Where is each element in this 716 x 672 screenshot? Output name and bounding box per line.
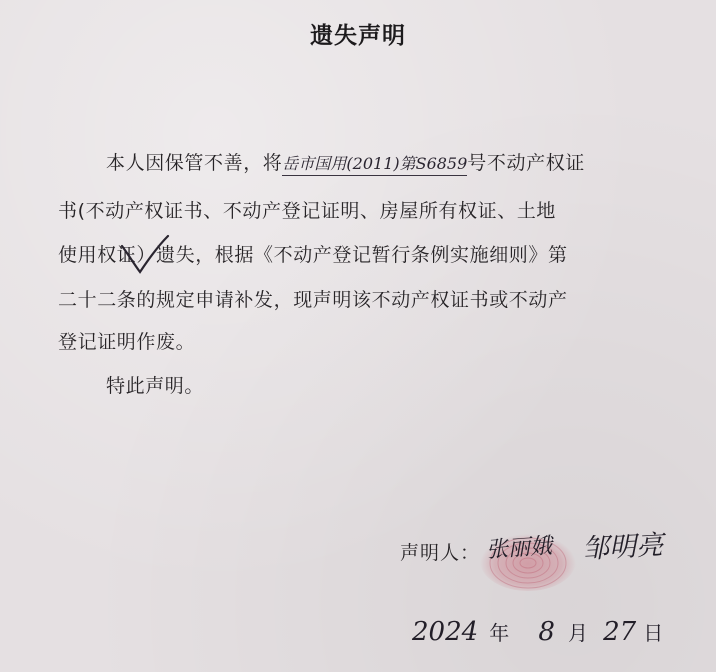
date-day-unit: 日 <box>643 621 664 645</box>
date-day: 27 <box>603 617 637 647</box>
paragraph-line-1 <box>106 148 585 175</box>
line1-prefix: 本人因保管不善，将 <box>106 152 283 174</box>
checkmark-mark <box>118 232 172 278</box>
date-year: 2024 <box>412 617 479 647</box>
date-year-unit: 年 <box>489 621 510 645</box>
declarant-label: 声明人： <box>400 542 481 564</box>
signature-name-1: 张丽娥 <box>485 533 553 564</box>
declaration-date <box>412 617 663 647</box>
paragraph-line-4: 二十二条的规定申请补发，现声明该不动产权证书或不动产 <box>58 289 568 311</box>
paragraph-line-3: 使用权证）遗失，根据《不动产登记暂行条例实施细则》第 <box>58 244 568 266</box>
signature-name-2: 邹明亮 <box>581 529 664 566</box>
line1-suffix: 号不动产权证 <box>467 152 585 174</box>
document-title: 遗失声明 <box>310 23 406 49</box>
date-month-unit: 月 <box>568 621 588 645</box>
date-month: 8 <box>538 617 555 647</box>
closing-line: 特此声明。 <box>106 375 205 397</box>
handwritten-certificate-number: 岳市国用(2011)第S6859 <box>282 154 468 173</box>
paragraph-line-5: 登记证明作废。 <box>58 331 196 353</box>
paragraph-line-2: 书(不动产权证书、不动产登记证明、房屋所有权证、土地 <box>58 200 557 222</box>
